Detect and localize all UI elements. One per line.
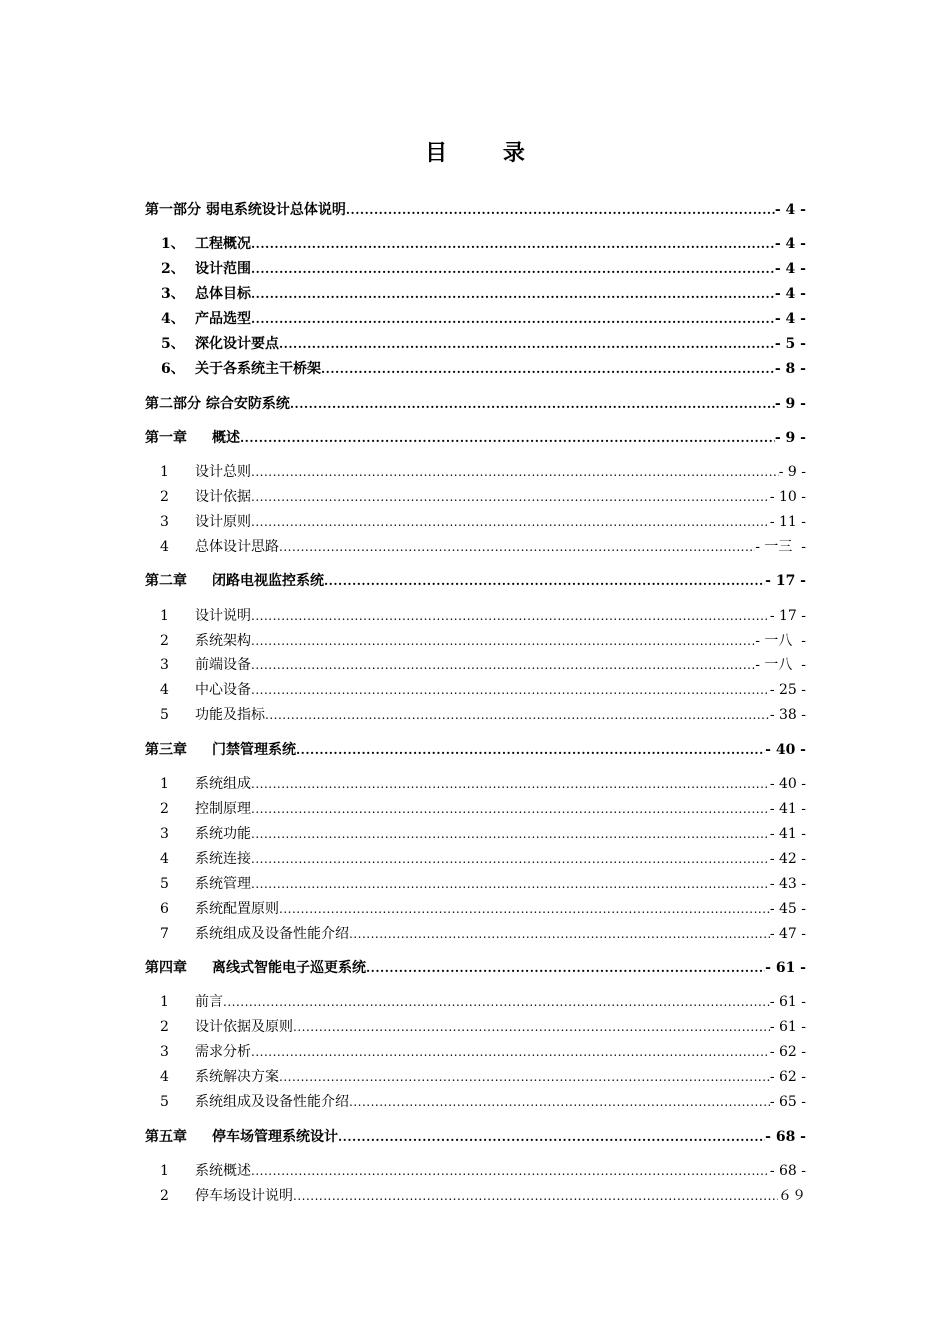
toc-entry[interactable] xyxy=(145,571,806,591)
toc-entry[interactable] xyxy=(145,849,806,869)
toc-entry-title: 门禁管理系统 xyxy=(212,742,296,758)
toc-entry-number: 4 xyxy=(160,851,169,867)
toc-entry-page-number: - 65 - xyxy=(769,1094,806,1110)
toc-entry-number: 第四章 xyxy=(145,960,187,976)
toc-entry-title: 系统组成及设备性能介绍 xyxy=(195,926,349,942)
toc-entry-page-number: - 5 - xyxy=(774,336,806,352)
toc-entry-page-number: - 61 - xyxy=(769,1019,806,1035)
toc-entry[interactable] xyxy=(145,284,806,304)
toc-entry-number: 第三章 xyxy=(145,742,187,758)
dot-leader xyxy=(251,462,779,482)
toc-entry-title: 系统组成及设备性能介绍 xyxy=(195,1094,349,1110)
toc-entry-number: 2 xyxy=(160,1019,169,1035)
toc-entry[interactable] xyxy=(145,1127,806,1147)
toc-entry-title: 综合安防系统 xyxy=(205,396,290,412)
toc-entry[interactable] xyxy=(145,200,806,220)
dot-leader xyxy=(251,680,770,700)
dot-leader xyxy=(265,705,770,725)
toc-entry-title: 需求分析 xyxy=(195,1044,251,1060)
toc-entry[interactable] xyxy=(145,680,806,700)
toc-entry-title: 前端设备 xyxy=(195,657,251,673)
dot-leader xyxy=(321,359,775,379)
toc-entry-title: 弱电系统设计总体说明 xyxy=(205,202,346,218)
toc-entry-page-number: - 4 - xyxy=(774,286,806,302)
toc-entry-page-number: - 45 - xyxy=(769,901,806,917)
toc-entry-page-number: - 62 - xyxy=(769,1069,806,1085)
toc-entry-page-number: - 4 - xyxy=(774,311,806,327)
dot-leader xyxy=(349,1092,770,1112)
toc-entry-number: 6 xyxy=(160,901,169,917)
dot-leader xyxy=(240,428,775,448)
dot-leader xyxy=(251,512,770,532)
toc-entry-page-number: - 一八 - xyxy=(755,633,806,649)
toc-entry-title: 系统组成 xyxy=(195,776,251,792)
toc-entry-page-number: - 一八 - xyxy=(755,657,806,673)
toc-entry-page-number: - 4 - xyxy=(774,236,806,252)
toc-entry-title: 中心设备 xyxy=(195,682,251,698)
toc-entry-number: 2 xyxy=(160,489,169,505)
toc-entry[interactable] xyxy=(145,394,806,414)
toc-entry-number: 7 xyxy=(160,926,169,942)
dot-leader xyxy=(251,824,770,844)
toc-entry-page-number: - 一三 - xyxy=(755,539,806,555)
toc-entry-number: 1、 xyxy=(161,236,185,252)
toc-entry[interactable] xyxy=(145,1067,806,1087)
toc-entry[interactable] xyxy=(145,740,806,760)
toc-entry-title: 关于各系统主干桥架 xyxy=(195,361,321,377)
toc-entry-number: 5 xyxy=(160,1094,169,1110)
toc-entry-page-number: - 41 - xyxy=(769,826,806,842)
dot-leader xyxy=(251,1161,770,1181)
toc-entry-number: 1 xyxy=(160,776,169,792)
toc-entry-title: 离线式智能电子巡更系统 xyxy=(212,960,366,976)
toc-entry[interactable] xyxy=(145,924,806,944)
toc-entry-title: 设计依据及原则 xyxy=(195,1019,293,1035)
toc-entry[interactable] xyxy=(145,799,806,819)
toc-entry-title: 停车场设计说明 xyxy=(195,1188,293,1204)
dot-leader xyxy=(279,537,755,557)
dot-leader xyxy=(293,1186,778,1206)
toc-entry[interactable] xyxy=(145,537,806,557)
toc-entry-title: 系统连接 xyxy=(195,851,251,867)
toc-entry-number: 2 xyxy=(160,633,169,649)
toc-entry[interactable] xyxy=(145,259,806,279)
toc-entry-title: 控制原理 xyxy=(195,801,251,817)
toc-entry[interactable] xyxy=(145,359,806,379)
toc-entry-number: 1 xyxy=(160,1163,169,1179)
dot-leader xyxy=(251,1042,770,1062)
dot-leader xyxy=(293,1017,770,1037)
toc-entry-number: 4、 xyxy=(161,311,185,327)
toc-entry-title: 系统解决方案 xyxy=(195,1069,279,1085)
toc-entry-number: 3、 xyxy=(161,286,185,302)
dot-leader xyxy=(251,284,775,304)
toc-entry-number: 第一章 xyxy=(145,430,187,446)
toc-entry-title: 深化设计要点 xyxy=(195,336,279,352)
toc-entry-page-number: - 68 - xyxy=(769,1163,806,1179)
toc-entry-number: 6、 xyxy=(161,361,185,377)
toc-entry-page-number: - 40 - xyxy=(765,742,806,758)
toc-entry-page-number: - 41 - xyxy=(769,801,806,817)
dot-leader xyxy=(346,200,775,220)
toc-entry-title: 总体设计思路 xyxy=(195,539,279,555)
toc-entry-number: 1 xyxy=(160,464,169,480)
toc-entry-number: 4 xyxy=(160,682,169,698)
dot-leader xyxy=(338,1127,765,1147)
dot-leader xyxy=(251,309,775,329)
toc-entry[interactable] xyxy=(145,1017,806,1037)
toc-entry-page-number: - 68 - xyxy=(765,1129,806,1145)
dot-leader xyxy=(349,924,770,944)
dot-leader xyxy=(251,487,770,507)
toc-entry[interactable] xyxy=(145,899,806,919)
toc-entry-title: 前言 xyxy=(195,994,223,1010)
toc-entry-number: 5 xyxy=(160,707,169,723)
toc-entry-page-number: - 42 - xyxy=(769,851,806,867)
toc-entry-number: 3 xyxy=(160,1044,169,1060)
toc-entry-page-number: - 9 - xyxy=(774,396,806,412)
toc-entry[interactable] xyxy=(145,1161,806,1181)
toc-entry-number: 第二部分 xyxy=(145,396,206,412)
toc-entry-title: 系统功能 xyxy=(195,826,251,842)
toc-entry[interactable] xyxy=(145,655,806,675)
dot-leader xyxy=(251,631,755,651)
dot-leader xyxy=(279,1067,770,1087)
toc-entry-page-number: - 40 - xyxy=(769,776,806,792)
toc-entry-page-number: - 38 - xyxy=(769,707,806,723)
dot-leader xyxy=(251,774,770,794)
toc-entry-number: 2 xyxy=(160,801,169,817)
toc-entry[interactable] xyxy=(145,234,806,254)
toc-entry[interactable] xyxy=(145,824,806,844)
dot-leader xyxy=(251,849,770,869)
toc-entry-page-number: - 9 - xyxy=(774,430,806,446)
toc-entry-page-number: - 61 - xyxy=(765,960,806,976)
toc-entry-page-number: - 43 - xyxy=(769,876,806,892)
toc-entry[interactable] xyxy=(145,1092,806,1112)
toc-entry-number: 第五章 xyxy=(145,1129,187,1145)
dot-leader xyxy=(251,259,775,279)
dot-leader xyxy=(223,992,770,1012)
toc-entry-title: 停车场管理系统设计 xyxy=(212,1129,338,1145)
toc-entry[interactable] xyxy=(145,462,806,482)
toc-entry-title: 设计依据 xyxy=(195,489,251,505)
toc-entry-number: 第二章 xyxy=(145,573,187,589)
toc-entry-page-number: - 11 - xyxy=(769,514,806,530)
toc-entry-page-number: - 17 - xyxy=(769,608,806,624)
toc-entry-number: 1 xyxy=(160,608,169,624)
toc-entry[interactable] xyxy=(145,1186,806,1206)
page-title: 目 录 xyxy=(425,140,549,166)
toc-entry-number: 5 xyxy=(160,876,169,892)
toc-entry[interactable] xyxy=(145,606,806,626)
toc-entry-title: 系统概述 xyxy=(195,1163,251,1179)
toc-entry-title: 工程概况 xyxy=(195,236,251,252)
toc-entry-title: 闭路电视监控系统 xyxy=(212,573,324,589)
toc-entry-number: 2 xyxy=(160,1188,169,1204)
toc-entry[interactable] xyxy=(145,334,806,354)
toc-entry[interactable] xyxy=(145,958,806,978)
toc-entry-page-number: - 17 - xyxy=(765,573,806,589)
toc-entry-title: 功能及指标 xyxy=(195,707,265,723)
toc-entry-page-number: ６９ xyxy=(778,1188,806,1204)
toc-entry-page-number: - 10 - xyxy=(769,489,806,505)
toc-entry-title: 产品选型 xyxy=(195,311,251,327)
toc-entry-page-number: - 4 - xyxy=(774,202,806,218)
toc-entry-number: 1 xyxy=(160,994,169,1010)
toc-entry-number: 3 xyxy=(160,514,169,530)
toc-entry[interactable] xyxy=(145,631,806,651)
toc-entry-title: 设计说明 xyxy=(195,608,251,624)
toc-entry-number: 4 xyxy=(160,539,169,555)
dot-leader xyxy=(279,334,775,354)
toc-entry[interactable] xyxy=(145,705,806,725)
toc-entry[interactable] xyxy=(145,428,806,448)
dot-leader xyxy=(296,740,765,760)
toc-entry-title: 概述 xyxy=(212,430,240,446)
toc-entry[interactable] xyxy=(145,774,806,794)
toc-entry-number: 3 xyxy=(160,826,169,842)
toc-entry-number: 第一部分 xyxy=(145,202,206,218)
toc-entry-number: 5、 xyxy=(161,336,185,352)
toc-entry-title: 设计总则 xyxy=(195,464,251,480)
toc-entry[interactable] xyxy=(145,487,806,507)
toc-entry[interactable] xyxy=(145,309,806,329)
toc-entry-title: 设计范围 xyxy=(195,261,251,277)
toc-entry-title: 设计原则 xyxy=(195,514,251,530)
toc-entry-title: 系统配置原则 xyxy=(195,901,279,917)
dot-leader xyxy=(324,571,765,591)
dot-leader xyxy=(290,394,775,414)
dot-leader xyxy=(251,655,755,675)
toc-entry[interactable] xyxy=(145,992,806,1012)
toc-entry-page-number: - 9 - xyxy=(778,464,806,480)
toc-entry[interactable] xyxy=(145,512,806,532)
toc-entry-page-number: - 4 - xyxy=(774,261,806,277)
toc-entry-page-number: - 62 - xyxy=(769,1044,806,1060)
dot-leader xyxy=(251,799,770,819)
toc-entry-title: 总体目标 xyxy=(195,286,251,302)
dot-leader xyxy=(279,899,770,919)
toc-entry-number: 2、 xyxy=(161,261,185,277)
toc-entry[interactable] xyxy=(145,1042,806,1062)
dot-leader xyxy=(366,958,765,978)
toc-entry-page-number: - 47 - xyxy=(769,926,806,942)
toc-entry-page-number: - 25 - xyxy=(769,682,806,698)
dot-leader xyxy=(251,606,770,626)
toc-entry-number: 4 xyxy=(160,1069,169,1085)
toc-entry-number: 3 xyxy=(160,657,169,673)
dot-leader xyxy=(251,234,775,254)
toc-entry[interactable] xyxy=(145,874,806,894)
toc-entry-title: 系统架构 xyxy=(195,633,251,649)
toc-entry-title: 系统管理 xyxy=(195,876,251,892)
toc-entry-page-number: - 8 - xyxy=(774,361,806,377)
toc-entry-page-number: - 61 - xyxy=(769,994,806,1010)
dot-leader xyxy=(251,874,770,894)
